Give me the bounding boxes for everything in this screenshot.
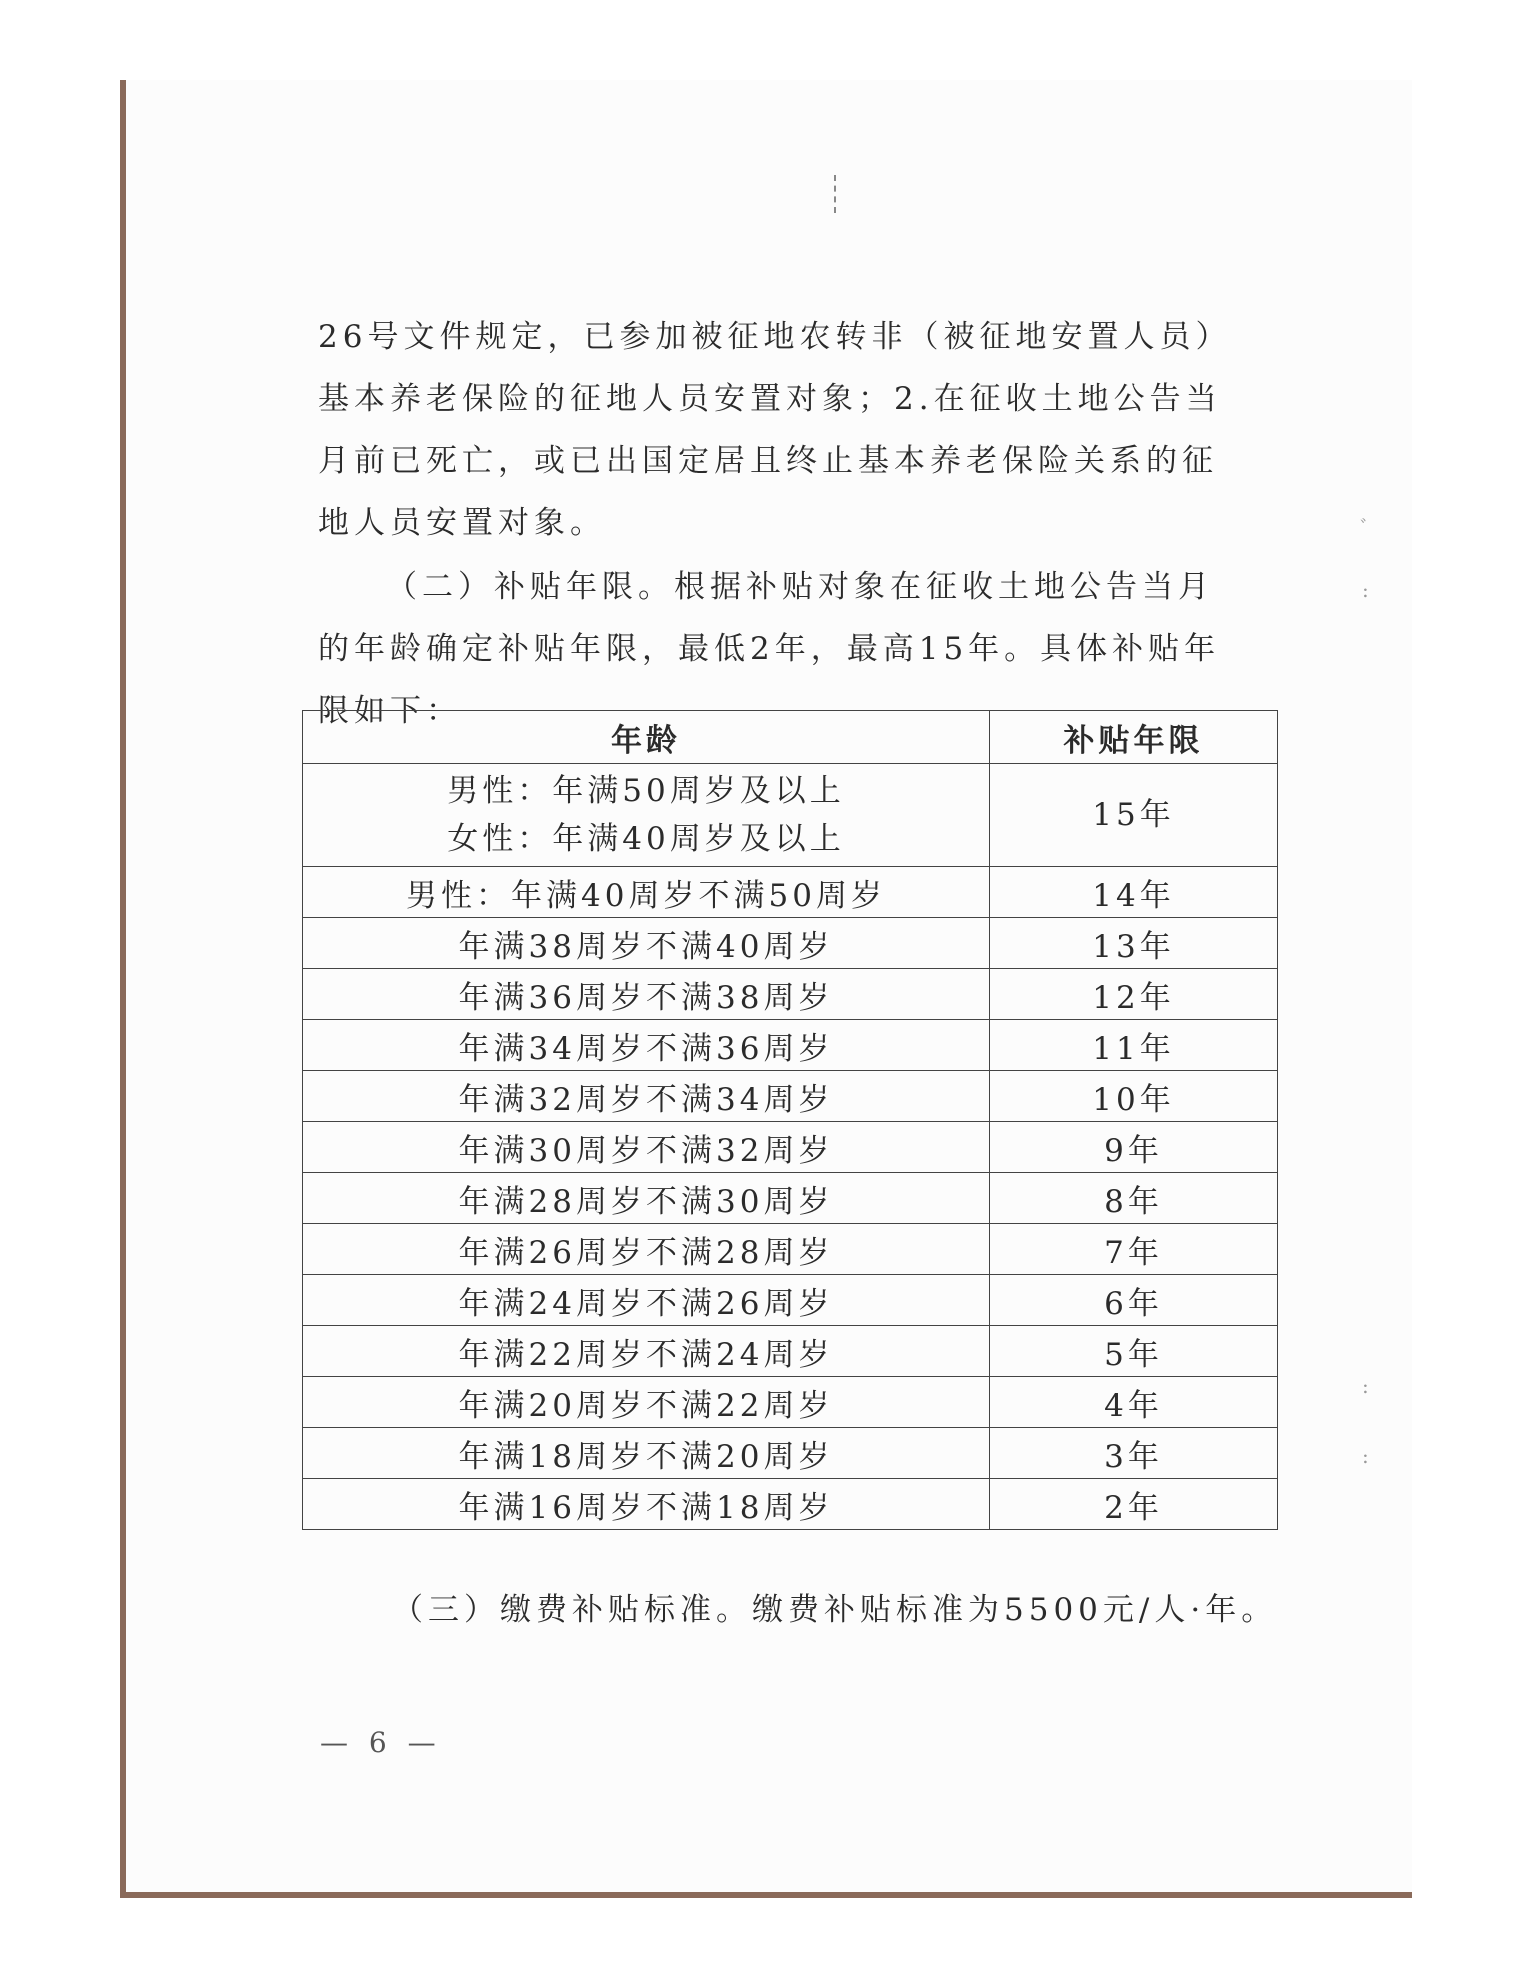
table-row bbox=[303, 1020, 1278, 1071]
age-cell: 年满28周岁不满30周岁 bbox=[303, 1173, 990, 1224]
scan-speck: : bbox=[1362, 1374, 1369, 1398]
age-cell: 年满38周岁不满40周岁 bbox=[303, 918, 990, 969]
age-line-male: 男性：年满50周岁及以上 bbox=[447, 773, 845, 809]
table-row bbox=[303, 1122, 1278, 1173]
age-cell: 年满24周岁不满26周岁 bbox=[303, 1275, 990, 1326]
age-cell: 年满36周岁不满38周岁 bbox=[303, 969, 990, 1020]
age-cell: 年满26周岁不满28周岁 bbox=[303, 1224, 990, 1275]
table-row bbox=[303, 1071, 1278, 1122]
table-row bbox=[303, 1428, 1278, 1479]
binding-mark bbox=[834, 175, 838, 213]
years-cell: 2年 bbox=[990, 1479, 1278, 1530]
age-cell: 年满32周岁不满34周岁 bbox=[303, 1071, 990, 1122]
header-age: 年龄 bbox=[303, 711, 990, 764]
scan-edge-bottom bbox=[120, 1892, 1412, 1898]
header-subsidy-years: 补贴年限 bbox=[990, 711, 1278, 764]
age-line-female: 女性：年满40周岁及以上 bbox=[447, 821, 845, 857]
table-row bbox=[303, 1224, 1278, 1275]
scan-speck: : bbox=[1362, 578, 1369, 602]
years-cell: 9年 bbox=[990, 1122, 1278, 1173]
table-header-row bbox=[303, 711, 1278, 764]
age-cell: 年满22周岁不满24周岁 bbox=[303, 1326, 990, 1377]
paragraph-eligibility: 26号文件规定，已参加被征地农转非（被征地安置人员）基本养老保险的征地人员安置对象；2.在征收土地公告当月前已死亡，或已出国定居且终止基本养老保险关系的征地人员安置对象。 bbox=[318, 319, 1232, 541]
table-row bbox=[303, 764, 1278, 867]
scan-speck: : bbox=[1362, 1444, 1369, 1468]
years-cell: 7年 bbox=[990, 1224, 1278, 1275]
age-cell bbox=[303, 764, 990, 867]
years-cell: 15年 bbox=[990, 764, 1278, 867]
subsidy-years-table bbox=[302, 710, 1278, 1530]
table-row bbox=[303, 1326, 1278, 1377]
years-cell: 6年 bbox=[990, 1275, 1278, 1326]
table-row bbox=[303, 1479, 1278, 1530]
age-cell: 男性：年满40周岁不满50周岁 bbox=[303, 867, 990, 918]
table-row bbox=[303, 867, 1278, 918]
table-row bbox=[303, 1377, 1278, 1428]
scan-speck: ﾞ bbox=[1360, 516, 1370, 540]
years-cell: 4年 bbox=[990, 1377, 1278, 1428]
page-number: — 6 — bbox=[320, 1726, 442, 1759]
table-row bbox=[303, 1173, 1278, 1224]
years-cell: 8年 bbox=[990, 1173, 1278, 1224]
paragraph-payment-standard: （三）缴费补贴标准。缴费补贴标准为5500元/人·年。 bbox=[392, 1592, 1278, 1628]
paragraph-subsidy-years: （二）补贴年限。根据补贴对象在征收土地公告当月的年龄确定补贴年限，最低2年，最高15年。具体补贴年限如下： bbox=[318, 569, 1221, 729]
table-row bbox=[303, 918, 1278, 969]
years-cell: 11年 bbox=[990, 1020, 1278, 1071]
years-cell: 13年 bbox=[990, 918, 1278, 969]
years-cell: 5年 bbox=[990, 1326, 1278, 1377]
age-cell: 年满20周岁不满22周岁 bbox=[303, 1377, 990, 1428]
age-cell: 年满34周岁不满36周岁 bbox=[303, 1020, 990, 1071]
age-cell: 年满18周岁不满20周岁 bbox=[303, 1428, 990, 1479]
years-cell: 12年 bbox=[990, 969, 1278, 1020]
years-cell: 14年 bbox=[990, 867, 1278, 918]
years-cell: 3年 bbox=[990, 1428, 1278, 1479]
years-cell: 10年 bbox=[990, 1071, 1278, 1122]
age-cell: 年满30周岁不满32周岁 bbox=[303, 1122, 990, 1173]
table-row bbox=[303, 969, 1278, 1020]
age-cell: 年满16周岁不满18周岁 bbox=[303, 1479, 990, 1530]
table-row bbox=[303, 1275, 1278, 1326]
